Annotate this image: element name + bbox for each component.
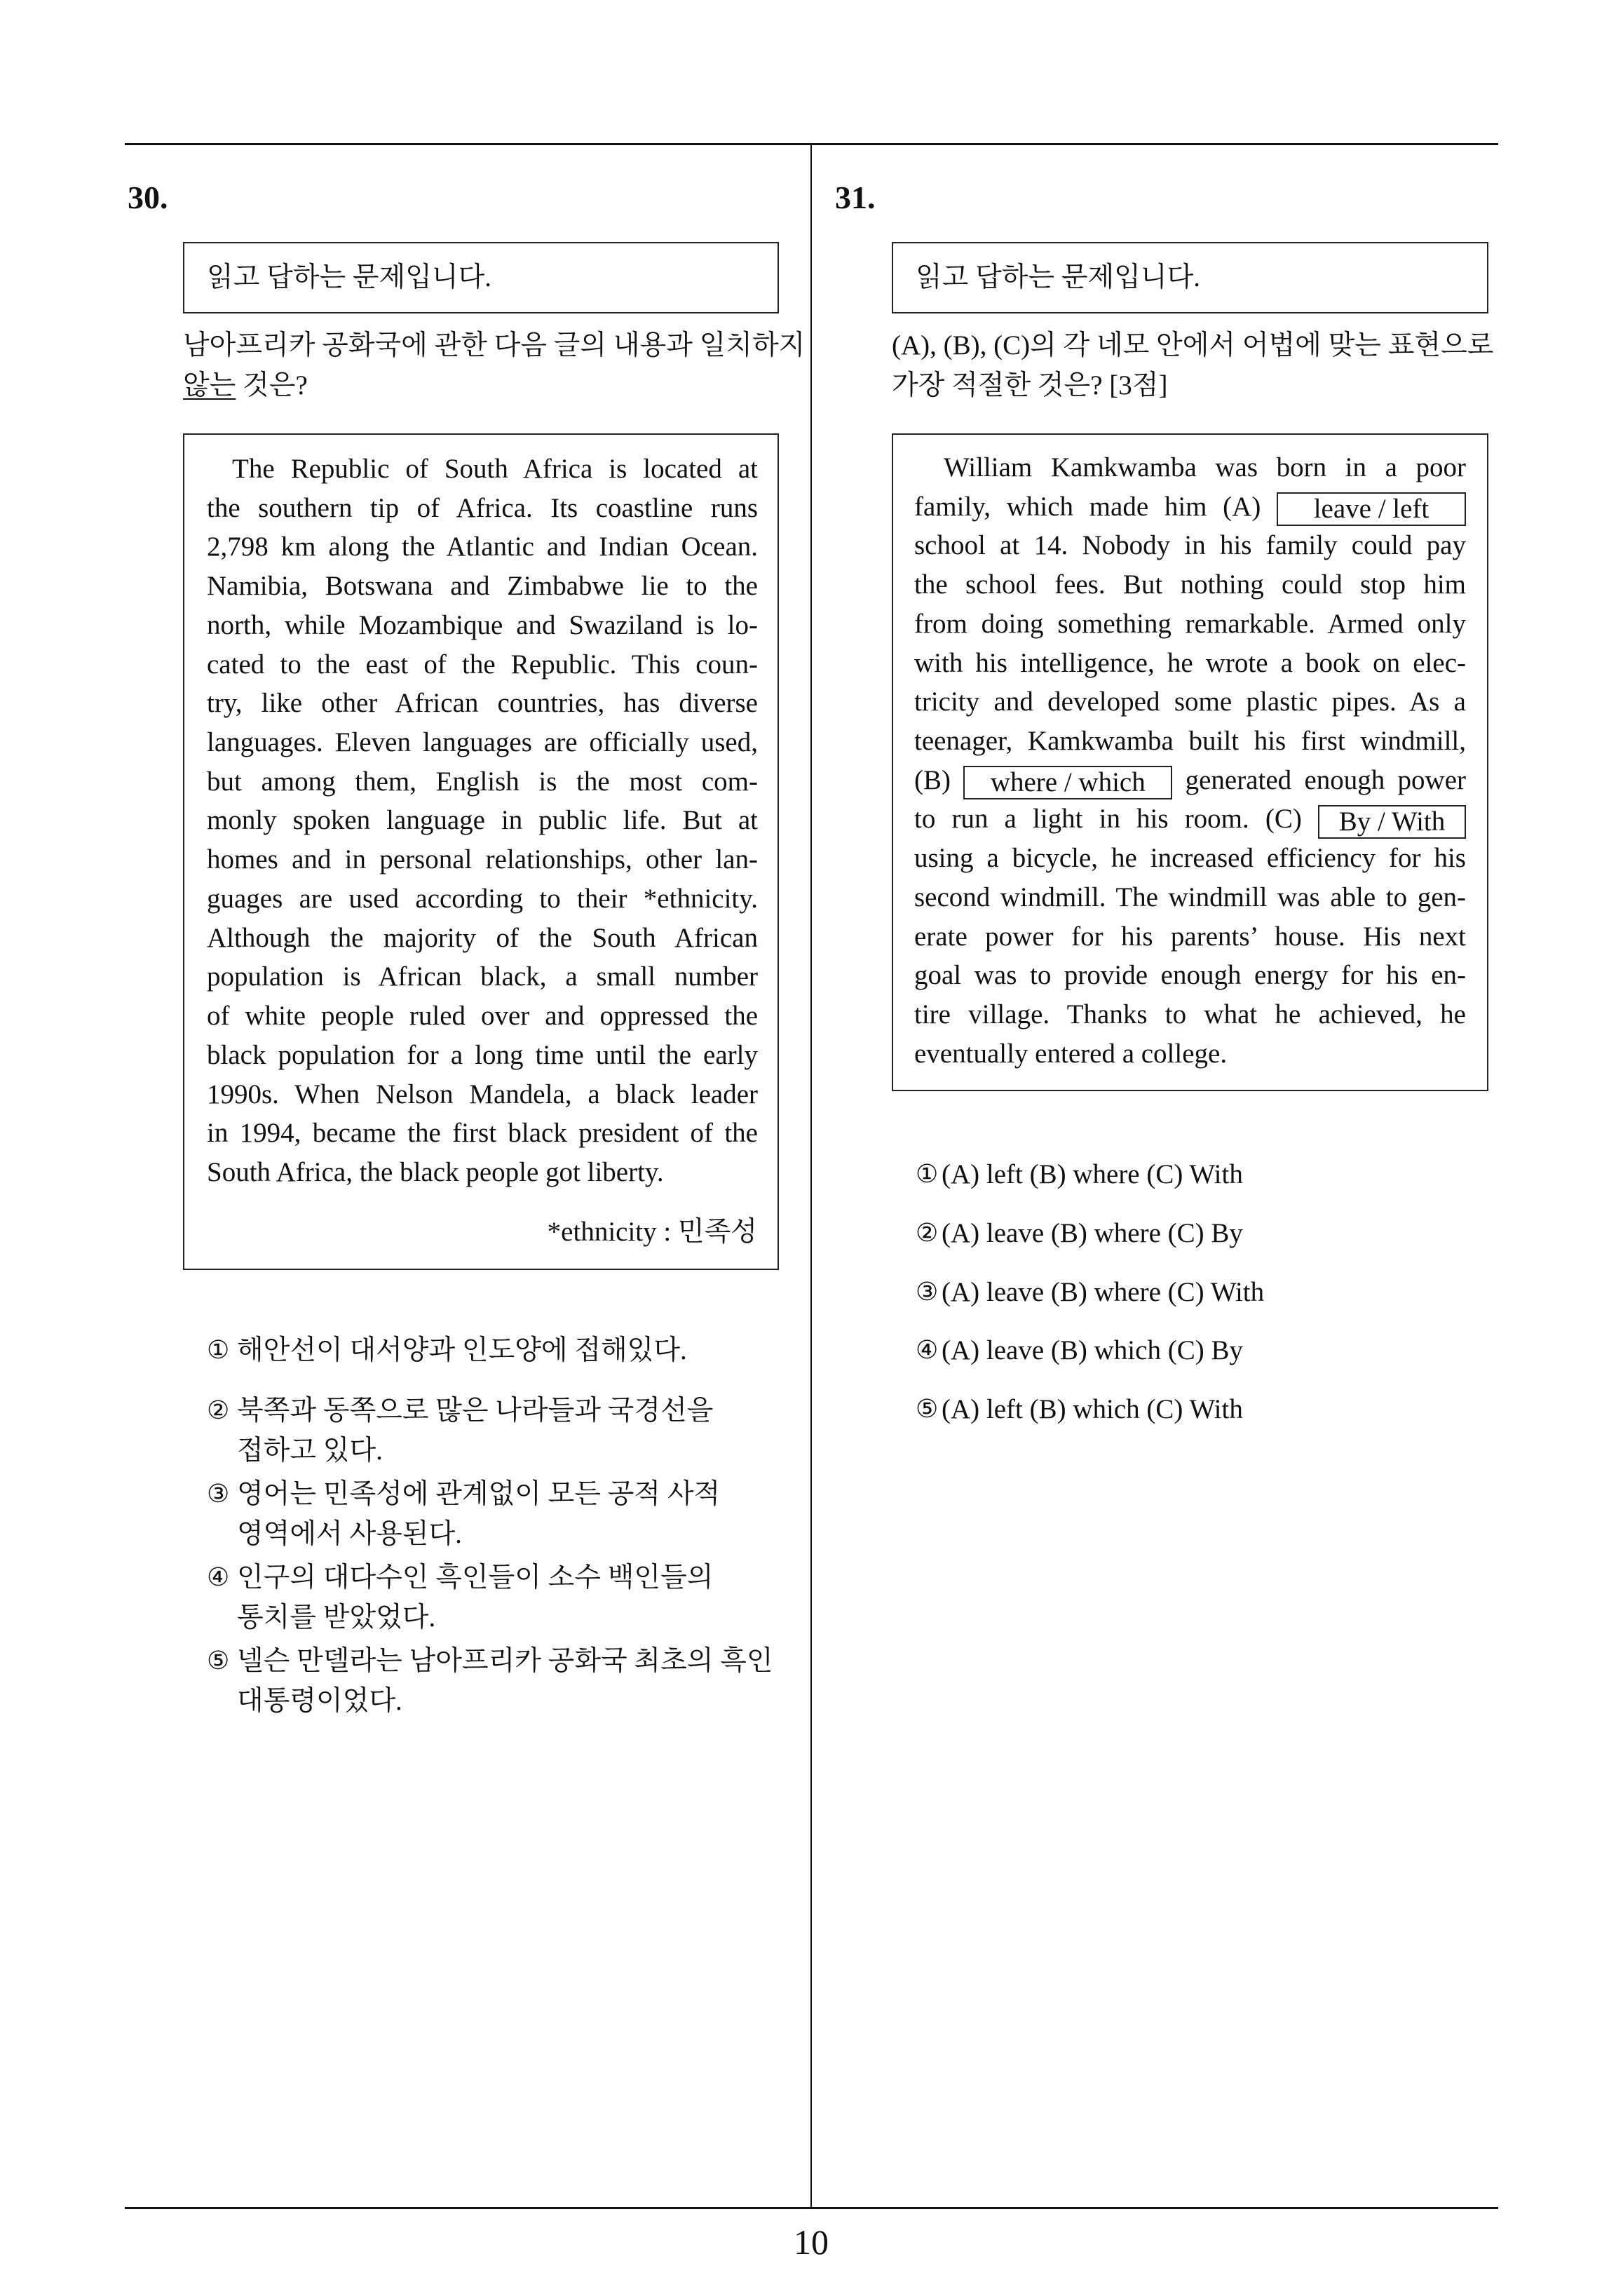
passage-box [892,433,1488,1091]
passage-line: from doing something remarkable. Armed only [914,608,1466,639]
option-number: ① [207,1336,230,1365]
passage-line: monly spoken language in public life. But at [207,805,758,836]
prompt-line: 남아프리카 공화국에 관한 다음 글의 내용과 일치하지 [183,330,806,360]
passage-line: goal was to provide enough energy for his en- [914,960,1466,991]
option-text: (A) leave (B) where (C) By [942,1218,1243,1248]
passage-line: the school fees. But nothing could stop him [914,569,1466,600]
passage-text: family, which made him (A) [914,491,1261,522]
passage-line: 1990s. When Nelson Mandela, a black leader [207,1079,758,1109]
passage-line: The Republic of South Africa is located at [232,454,758,484]
answer-option [916,1214,1243,1254]
option-text: 영역에서 사용된다. [237,1518,462,1549]
passage-line: South Africa, the black people got liberty. [207,1156,664,1187]
passage-text: (B) [914,764,951,795]
option-number: ④ [916,1336,939,1365]
option-number: ② [207,1396,230,1425]
passage [914,448,1466,1074]
answer-option [207,1331,687,1371]
answer-option [207,1558,713,1637]
passage-text: to run a light in his room. (C) [914,804,1302,835]
footnote: *ethnicity : 민족성 [547,1217,757,1247]
option-number: ① [916,1160,939,1189]
passage-line: eventually entered a college. [914,1038,1228,1069]
instruction-box [183,242,779,313]
passage-line: but among them, English is the most com- [207,766,758,797]
prompt-line [183,366,805,406]
question-number: 31. [835,180,876,215]
option-number: ③ [207,1480,230,1508]
passage-line: guages are used according to their *ethnicity. [207,883,758,914]
bottom-rule [125,2207,1498,2209]
passage-line: erate power for his parents’ house. His next [914,921,1466,952]
option-number: ② [916,1219,939,1248]
passage-line [914,761,1466,800]
option-number: ⑤ [207,1647,230,1675]
option-text: 넬슨 만델라는 남아프리카 공화국 최초의 흑인 [237,1646,773,1676]
passage-line: William Kamkwamba was born in a poor [944,452,1466,482]
passage-line: 2,798 km along the Atlantic and Indian Ocean. [207,532,758,562]
prompt-line: 가장 적절한 것은? [3점] [892,370,1168,400]
option-text: 인구의 대다수인 흑인들이 소수 백인들의 [237,1562,714,1593]
prompt-rest: 것은? [236,370,308,400]
option-text: 통치를 받았었다. [237,1602,436,1633]
option-text: (A) left (B) which (C) With [942,1394,1243,1424]
passage-line: homes and in personal relationships, other lan- [207,844,758,875]
answer-option [916,1273,1264,1313]
page-number: 10 [794,2222,829,2262]
choice-box-a: leave / left [1277,492,1466,526]
passage-line: black population for a long time until the early [207,1039,758,1070]
passage-line: the southern tip of Africa. Its coastline runs [207,492,758,523]
passage [207,450,758,1192]
passage-line: Namibia, Botswana and Zimbabwe lie to the [207,571,758,602]
choice-box-b: where / which [963,766,1172,799]
option-text: 접하고 있다. [237,1435,383,1466]
instruction-text: 읽고 답하는 문제입니다. [207,262,491,292]
answer-option [916,1331,1243,1371]
answer-option [916,1390,1243,1430]
answer-option [207,1475,720,1554]
passage-line: tire village. Thanks to what he achieved, he [914,999,1466,1030]
option-text: 영어는 민족성에 관계없이 모든 공적 사적 [237,1479,721,1509]
option-number: ③ [916,1278,939,1306]
option-text: 북쪽과 동쪽으로 많은 나라들과 국경선을 [237,1396,714,1426]
option-text: 대통령이었다. [237,1685,402,1716]
question-number: 30. [128,180,168,215]
passage-box [183,433,779,1270]
passage-line: in 1994, became the first black president of the [207,1118,758,1149]
passage-line: using a bicycle, he increased efficiency for his [914,843,1466,874]
passage-line: tricity and developed some plastic pipes. As a [914,687,1466,717]
choice-box-c: By / With [1318,805,1466,839]
answer-option [207,1391,713,1471]
option-text: (A) leave (B) which (C) By [942,1335,1243,1365]
option-text: 해안선이 대서양과 인도양에 접해있다. [237,1335,687,1365]
question-prompt [183,326,805,405]
prompt-emphasis: 않는 [183,370,236,400]
answer-option [207,1642,773,1721]
answer-option [916,1155,1243,1195]
question-prompt [892,326,1493,405]
passage-line: of white people ruled over and oppressed the [207,1001,758,1032]
passage-line: second windmill. The windmill was able to gen- [914,882,1466,912]
passage-line: teenager, Kamkwamba built his first windmill, [914,726,1466,757]
instruction-text: 읽고 답하는 문제입니다. [916,262,1200,292]
option-number: ④ [207,1563,230,1592]
passage-line: try, like other African countries, has diverse [207,688,758,719]
passage-line [914,799,1466,839]
option-number: ⑤ [916,1395,939,1424]
passage-text: generated enough power [1185,764,1467,795]
passage-line: languages. Eleven languages are officially used, [207,727,758,758]
passage-line: north, while Mozambique and Swaziland is lo- [207,609,758,640]
prompt-line: (A), (B), (C)의 각 네모 안에서 어법에 맞는 표현으로 [892,330,1494,360]
passage-line: population is African black, a small number [207,961,758,992]
passage-line [914,487,1466,527]
passage-line: with his intelligence, he wrote a book on elec- [914,647,1466,678]
instruction-box [892,242,1488,313]
passage-line: Although the majority of the South African [207,922,758,953]
passage-line: cated to the east of the Republic. This coun- [207,649,758,680]
option-text: (A) leave (B) where (C) With [942,1277,1265,1307]
column-divider [810,144,812,2208]
option-text: (A) left (B) where (C) With [942,1159,1243,1189]
passage-line: school at 14. Nobody in his family could pay [914,530,1466,561]
